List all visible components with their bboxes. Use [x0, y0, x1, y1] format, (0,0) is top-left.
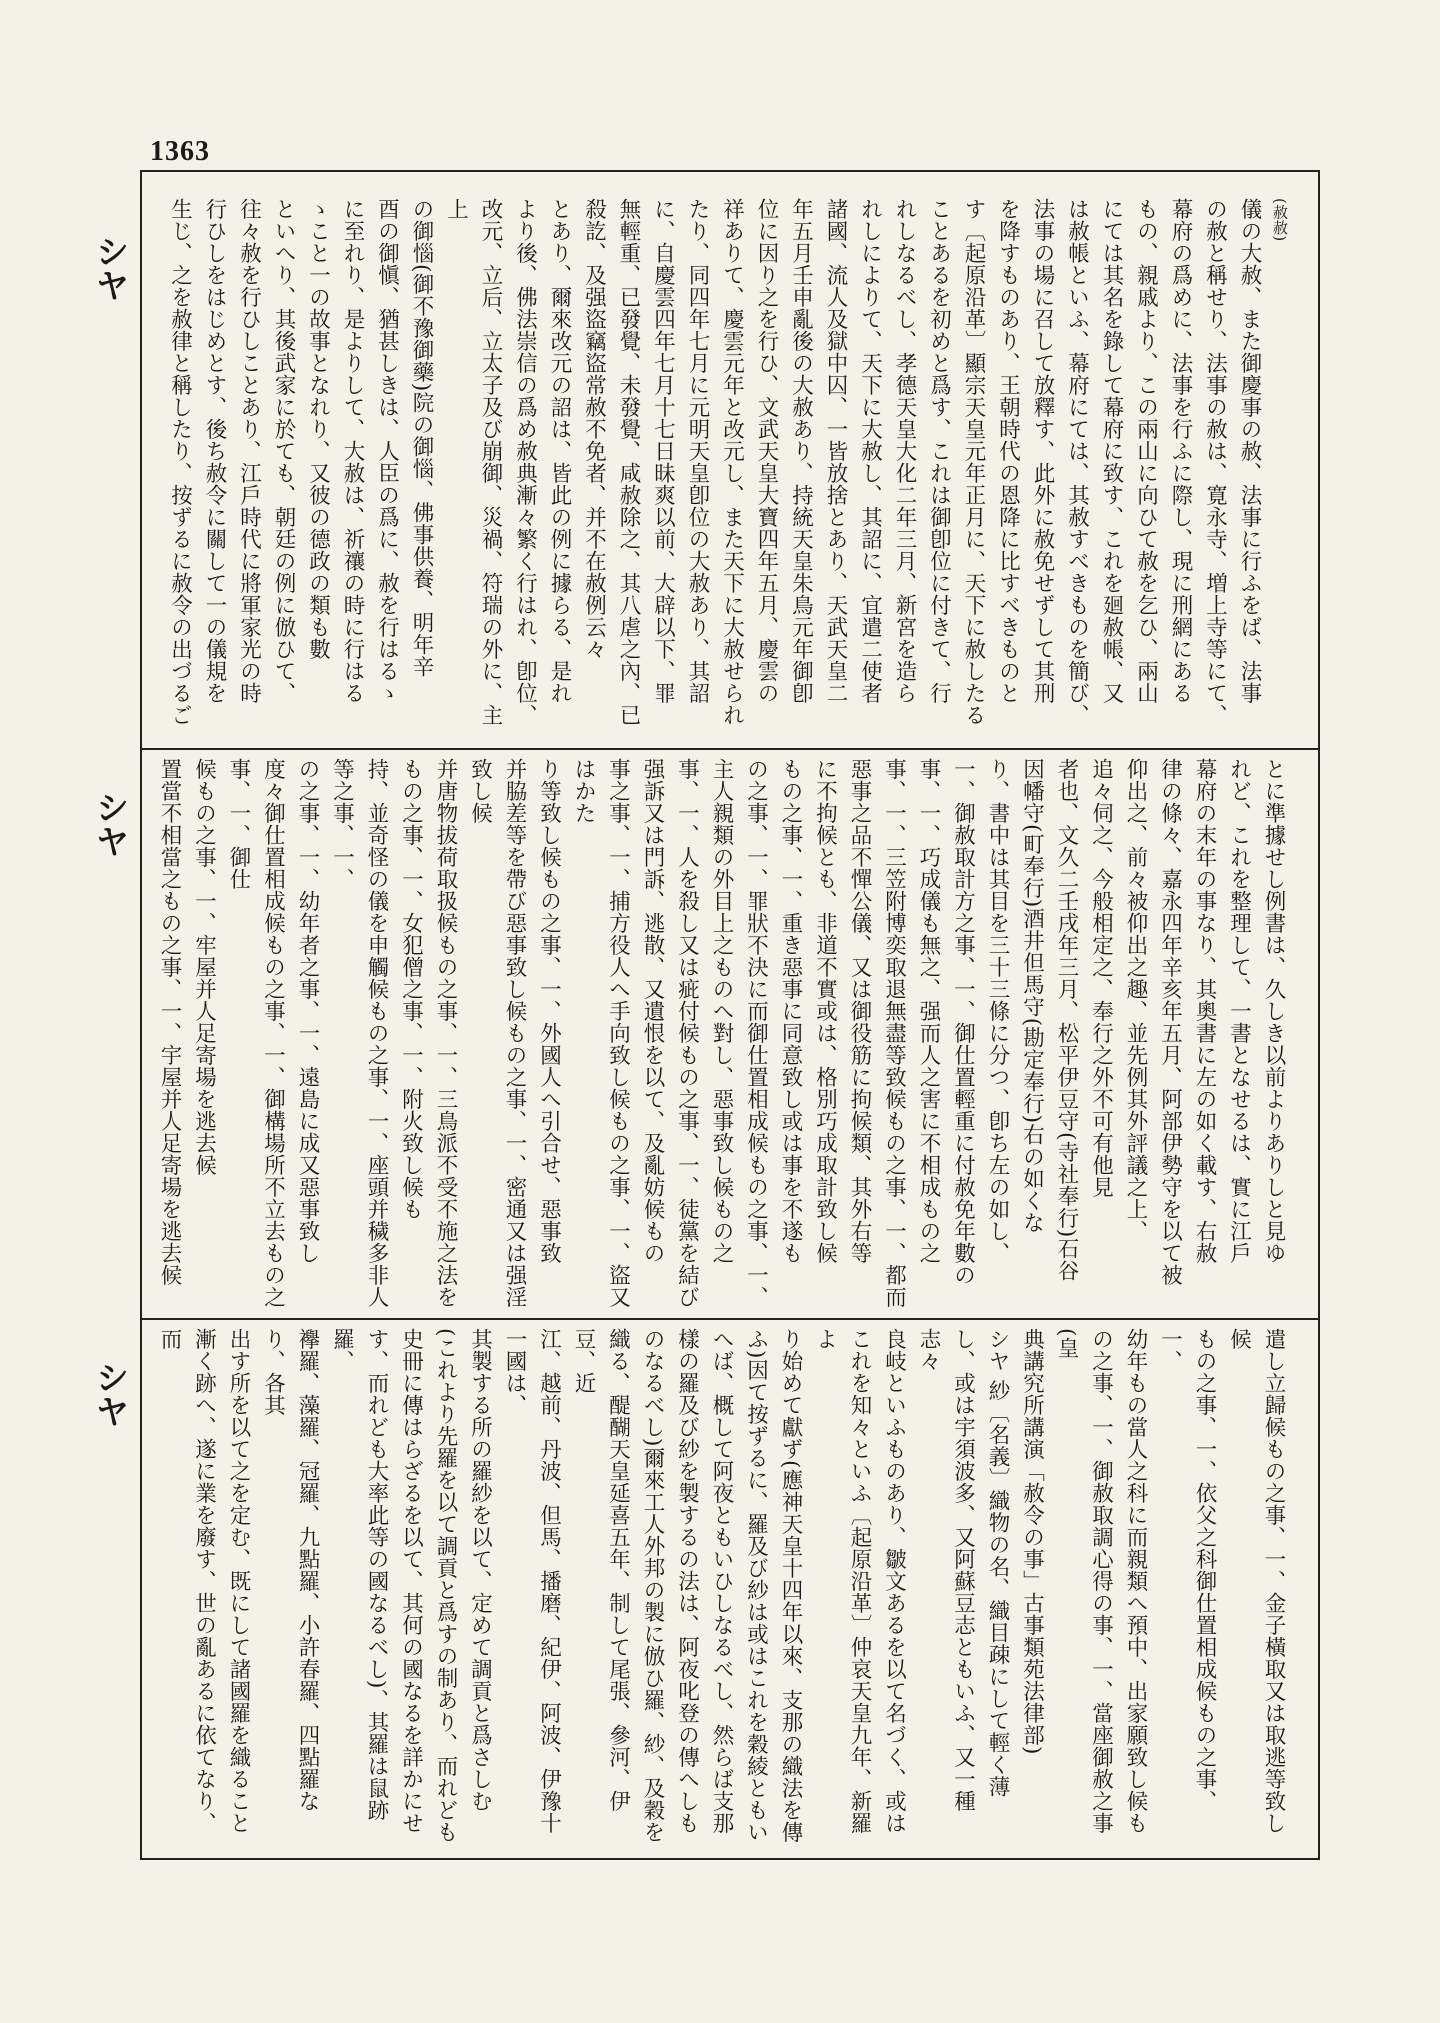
text-column: 惡事之品不憚公儀、又は御役筋に拘候類、其外右等 [847, 758, 872, 1264]
text-column: (これより先羅を以て調貢と爲すの制あり、而れども [433, 1328, 458, 1843]
text-column: 織る、醍醐天皇延喜五年、制して尾張、參河、伊豆、近 [571, 1328, 631, 1812]
text-column: の之事、一、御赦取調心得の事、一、當座御赦之事(皇 [1054, 1328, 1114, 1834]
text-column: シヤ 紗〔名義〕織物の名、織目疎にして輕く薄 [985, 1328, 1010, 1798]
text-column: 改元、立后、立太子及び崩御、災禍、符瑞の外に、主上 [443, 198, 503, 726]
text-column: 祥ありて、慶雲元年と改元し、また天下に大赦せられ [719, 198, 745, 726]
text-column: たり、同四年七月に元明天皇卽位の大赦あり、其詔 [685, 198, 710, 704]
text-column: 出す所を以て之を定む、既にして諸國羅を織ること [226, 1328, 251, 1834]
text-column: とに準據せし例書は、久しき以前よりありしと見ゆ [1261, 758, 1286, 1264]
text-column: 諸國、流人及獄中囚、一皆放捨とあり、天武天皇二 [823, 198, 848, 704]
text-column: 幼年もの當人之科に而親類へ預中、出家願致し候も [1123, 1328, 1148, 1834]
text-column: に不拘候とも、非道不實或は、格別巧成取計致し候 [812, 758, 838, 1264]
text-column: もの、親戚より、この兩山に向ひて赦を乞ひ、兩山 [1133, 198, 1159, 704]
text-column: 强訴又は門訴、逃散、又遺恨を以て、及亂妨候もの [640, 758, 665, 1264]
text-column: もの之事、一、女犯僧之事、一、附火致し候も [398, 758, 424, 1220]
text-column: り、書中は其目を三十三條に分つ、卽ち左の如し、 [985, 758, 1010, 1264]
text-column: 候もの之事、一、牢屋并人足寄場を逃去候 [191, 758, 217, 1176]
bottom-rule [140, 1858, 1320, 1860]
text-column: もの之事、一、重き惡事に同意致し或は事を不遂も [778, 758, 803, 1264]
text-column: 因幡守(町奉行)酒井但馬守(勘定奉行)右の如くな [1019, 758, 1045, 1234]
text-column: り始めて獻ず(應神天皇十四年以來、支那の織法を傳 [778, 1328, 803, 1843]
text-column: れしによりて、天下に大赦し、其詔に、宜遣二使者 [857, 198, 883, 704]
text-column: 江、越前、丹波、但馬、播磨、紀伊、阿波、伊豫十一國は、 [502, 1328, 562, 1834]
text-column: 殺訖、及强盜竊盜常赦不免者、并不在赦例云々 [581, 198, 607, 660]
text-column: り等致し候もの之事、一、外國人へ引合せ、惡事致 [536, 758, 562, 1264]
text-column: を降すものあり、王朝時代の恩降に比すべきものと [995, 198, 1021, 704]
text-column: ふ)因て按ずるに、羅及び紗は或はこれを穀綾ともい [743, 1328, 769, 1843]
text-column: 遣し立歸候もの之事、一、金子橫取又は取逃等致し候 [1226, 1328, 1286, 1834]
text-column: より後、佛法崇信の爲め赦典漸々繁く行はれ、卽位、 [512, 198, 538, 726]
text-column: 度々御仕置相成候もの之事、一、御構場所不立去もの之事、一、御仕 [226, 758, 286, 1308]
text-column: 良岐といふものあり、皺文あるを以て名づく、或は [881, 1328, 907, 1834]
text-column: の御惱(御不豫御藥)院の御惱、佛事供養、明年辛 [409, 198, 434, 678]
text-column: の之事、一、罪狀不決に而御仕置相成候もの之事、一、 [743, 758, 769, 1308]
text-column: 無輕重、已發覺、未發覺、咸赦除之、其八虐之內、已 [616, 198, 641, 726]
text-column: 樣の羅及び紗を製するの法は、阿夜叱登の傳へしも [674, 1328, 700, 1834]
text-column: 者也、文久二壬戌年三月、松平伊豆守(寺社奉行)石谷 [1054, 758, 1079, 1282]
text-column: 持、並奇怪の儀を申觸候もの之事、一、座頭并穢多非人等之事、一、 [329, 758, 389, 1308]
text-column: 儀の大赦、また御慶事の赦、法事に行ふをば、法事 [1237, 198, 1262, 704]
text-column: に至れり、是よりして、大赦は、祈禳の時に行はる [340, 198, 365, 704]
text-column: へば、概して阿夜ともいひしなるべし、然らば支那 [709, 1328, 734, 1834]
text-section-bottom [150, 1328, 1290, 1850]
text-column: のなるべし)爾來工人外邦の製に倣ひ羅、紗、及穀を [640, 1328, 665, 1843]
text-column [150, 1328, 152, 1850]
text-column: 位に因り之を行ひ、文武天皇大寶四年五月、慶雲の [754, 198, 779, 704]
text-column: 追々伺之、今般相定之、奉行之外不可有他見 [1088, 758, 1114, 1198]
left-margin-rule [140, 170, 142, 1860]
text-column: 生じ、之を赦律と稱したり、按ずるに赦令の出づるご [167, 198, 193, 726]
text-section-middle [150, 758, 1290, 1308]
text-column: 往々赦を行ひしことあり、江戶時代に將軍家光の時 [236, 198, 262, 704]
text-column: す〔起原沿革〕顯宗天皇元年正月に、天下に赦したる [961, 198, 986, 726]
text-column: 一、御赦取計方之事、一、御仕置輕重に付赦免年數の [950, 758, 976, 1286]
text-column: 事、一、三笠附博奕取退無盡等致候もの之事、一、都而 [881, 758, 907, 1308]
text-column: れしなるべし、孝德天皇大化二年三月、新宮を造ら [892, 198, 917, 704]
text-column: 其製する所の羅紗を以て、定めて調貢と爲さしむ [467, 1328, 493, 1812]
text-column: 法事の場に召して放釋す、此外に赦免せずして其刑 [1030, 198, 1055, 704]
section-header-label: シヤ [89, 234, 129, 302]
section-note: (赦赦) [1271, 198, 1289, 242]
text-column: の赦と稱せり、法事の赦は、寛永寺、増上寺等にて、 [1202, 198, 1228, 726]
page-number: 1363 [150, 136, 210, 167]
text-column: 并唐物拔荷取扱候もの之事、一、三鳥派不受不施之法を [433, 758, 458, 1308]
text-column: 律の條々、嘉永四年辛亥年五月、阿部伊勢守を以て被 [1157, 758, 1183, 1286]
section-divider-top [140, 748, 1320, 750]
text-column: 事、一、巧成儀も無之、强而人之害に不相成もの之 [916, 758, 941, 1264]
text-column: 并脇差等を帶び惡事致し候もの之事、一、密通又は强淫致し候 [467, 758, 527, 1308]
section-header-label: シヤ [89, 1360, 129, 1428]
text-column: ゝこと一の故事となれり、又彼の德政の類も數 [305, 198, 331, 660]
text-column: の之事、一、幼年者之事、一、遠島に成又惡事致し [295, 758, 320, 1264]
text-column: もの之事、一、依父之科御仕置相成候もの之事、一、 [1157, 1328, 1217, 1812]
text-column: は赦帳といふ、幕府にては、其赦すべきものを簡び、 [1064, 198, 1090, 726]
text-column: れど、これを整理して、一書となせるは、實に江戶 [1226, 758, 1252, 1264]
top-rule [140, 170, 1320, 172]
text-column: 典講究所講演「赦令の事」古事類苑法律部) [1019, 1328, 1045, 1755]
text-column: 酉の御愼、猶甚しきは、人臣の爲に、赦を行はるゝ [374, 198, 400, 704]
text-column: 仰出之、前々被仰出之趣、並先例其外評議之上、 [1123, 758, 1148, 1242]
text-column: これを知々といふ〔起原沿革〕仲哀天皇九年、新羅よ [812, 1328, 872, 1834]
text-column: 行ひしをはじめとす、後ち赦令に關して一の儀規を [202, 198, 227, 704]
text-column: 幕府の爲めに、法事を行ふに際し、現に刑網にある [1168, 198, 1193, 704]
text-column: 漸く跡へ、遂に業を廢す、世の亂あるに依てなり、而 [157, 1328, 217, 1834]
text-column: す、而れども大率此等の國なるべし)、其羅は鼠跡羅、 [329, 1328, 389, 1821]
text-column: し、或は宇須波多、又阿蘇豆志ともいふ、又一種志々 [916, 1328, 976, 1812]
section-divider-bottom [140, 1318, 1320, 1320]
section-header-label: シヤ [89, 790, 129, 858]
text-column: 事之事、一、捕方役人へ手向致し候もの之事、一、盜又はかた [571, 758, 631, 1308]
text-column: 襷羅、藻羅、冠羅、九點羅、小許春羅、四點羅なり、各其 [260, 1328, 320, 1812]
text-column: 主人親類の外目上之ものへ對し、惡事致し候もの之 [709, 758, 734, 1264]
text-column: に、自慶雲四年七月十七日昧爽以前、大辟以下、罪 [650, 198, 676, 704]
text-column: といへり、其後武家に於ても、朝廷の例に倣ひて、 [271, 198, 296, 704]
text-column: 史冊に傳はらざるを以て、其何の國なるを詳かにせ [398, 1328, 424, 1834]
text-column: にては其名を錄して幕府に致す、これを廻赦帳、又 [1099, 198, 1124, 704]
text-column: 置當不相當之もの之事、一、宇屋并人足寄場を逃去候 [157, 758, 182, 1286]
right-margin-rule [1318, 170, 1320, 1860]
text-column: とあり、爾來改元の詔は、皆此の例に據らる、是れ [547, 198, 572, 704]
text-column: ことあるを初めと爲す、これは御卽位に付きて、行 [926, 198, 952, 704]
text-column: 年五月壬申亂後の大赦あり、持統天皇朱鳥元年御卽 [788, 198, 814, 704]
text-column: 事、一、人を殺し又は疵付候もの之事、一、徒黨を結び [674, 758, 700, 1308]
text-section-top [150, 198, 1290, 738]
text-column: 幕府の末年の事なり、其奧書に左の如く載す、右赦 [1192, 758, 1217, 1264]
text-column [150, 758, 152, 1308]
